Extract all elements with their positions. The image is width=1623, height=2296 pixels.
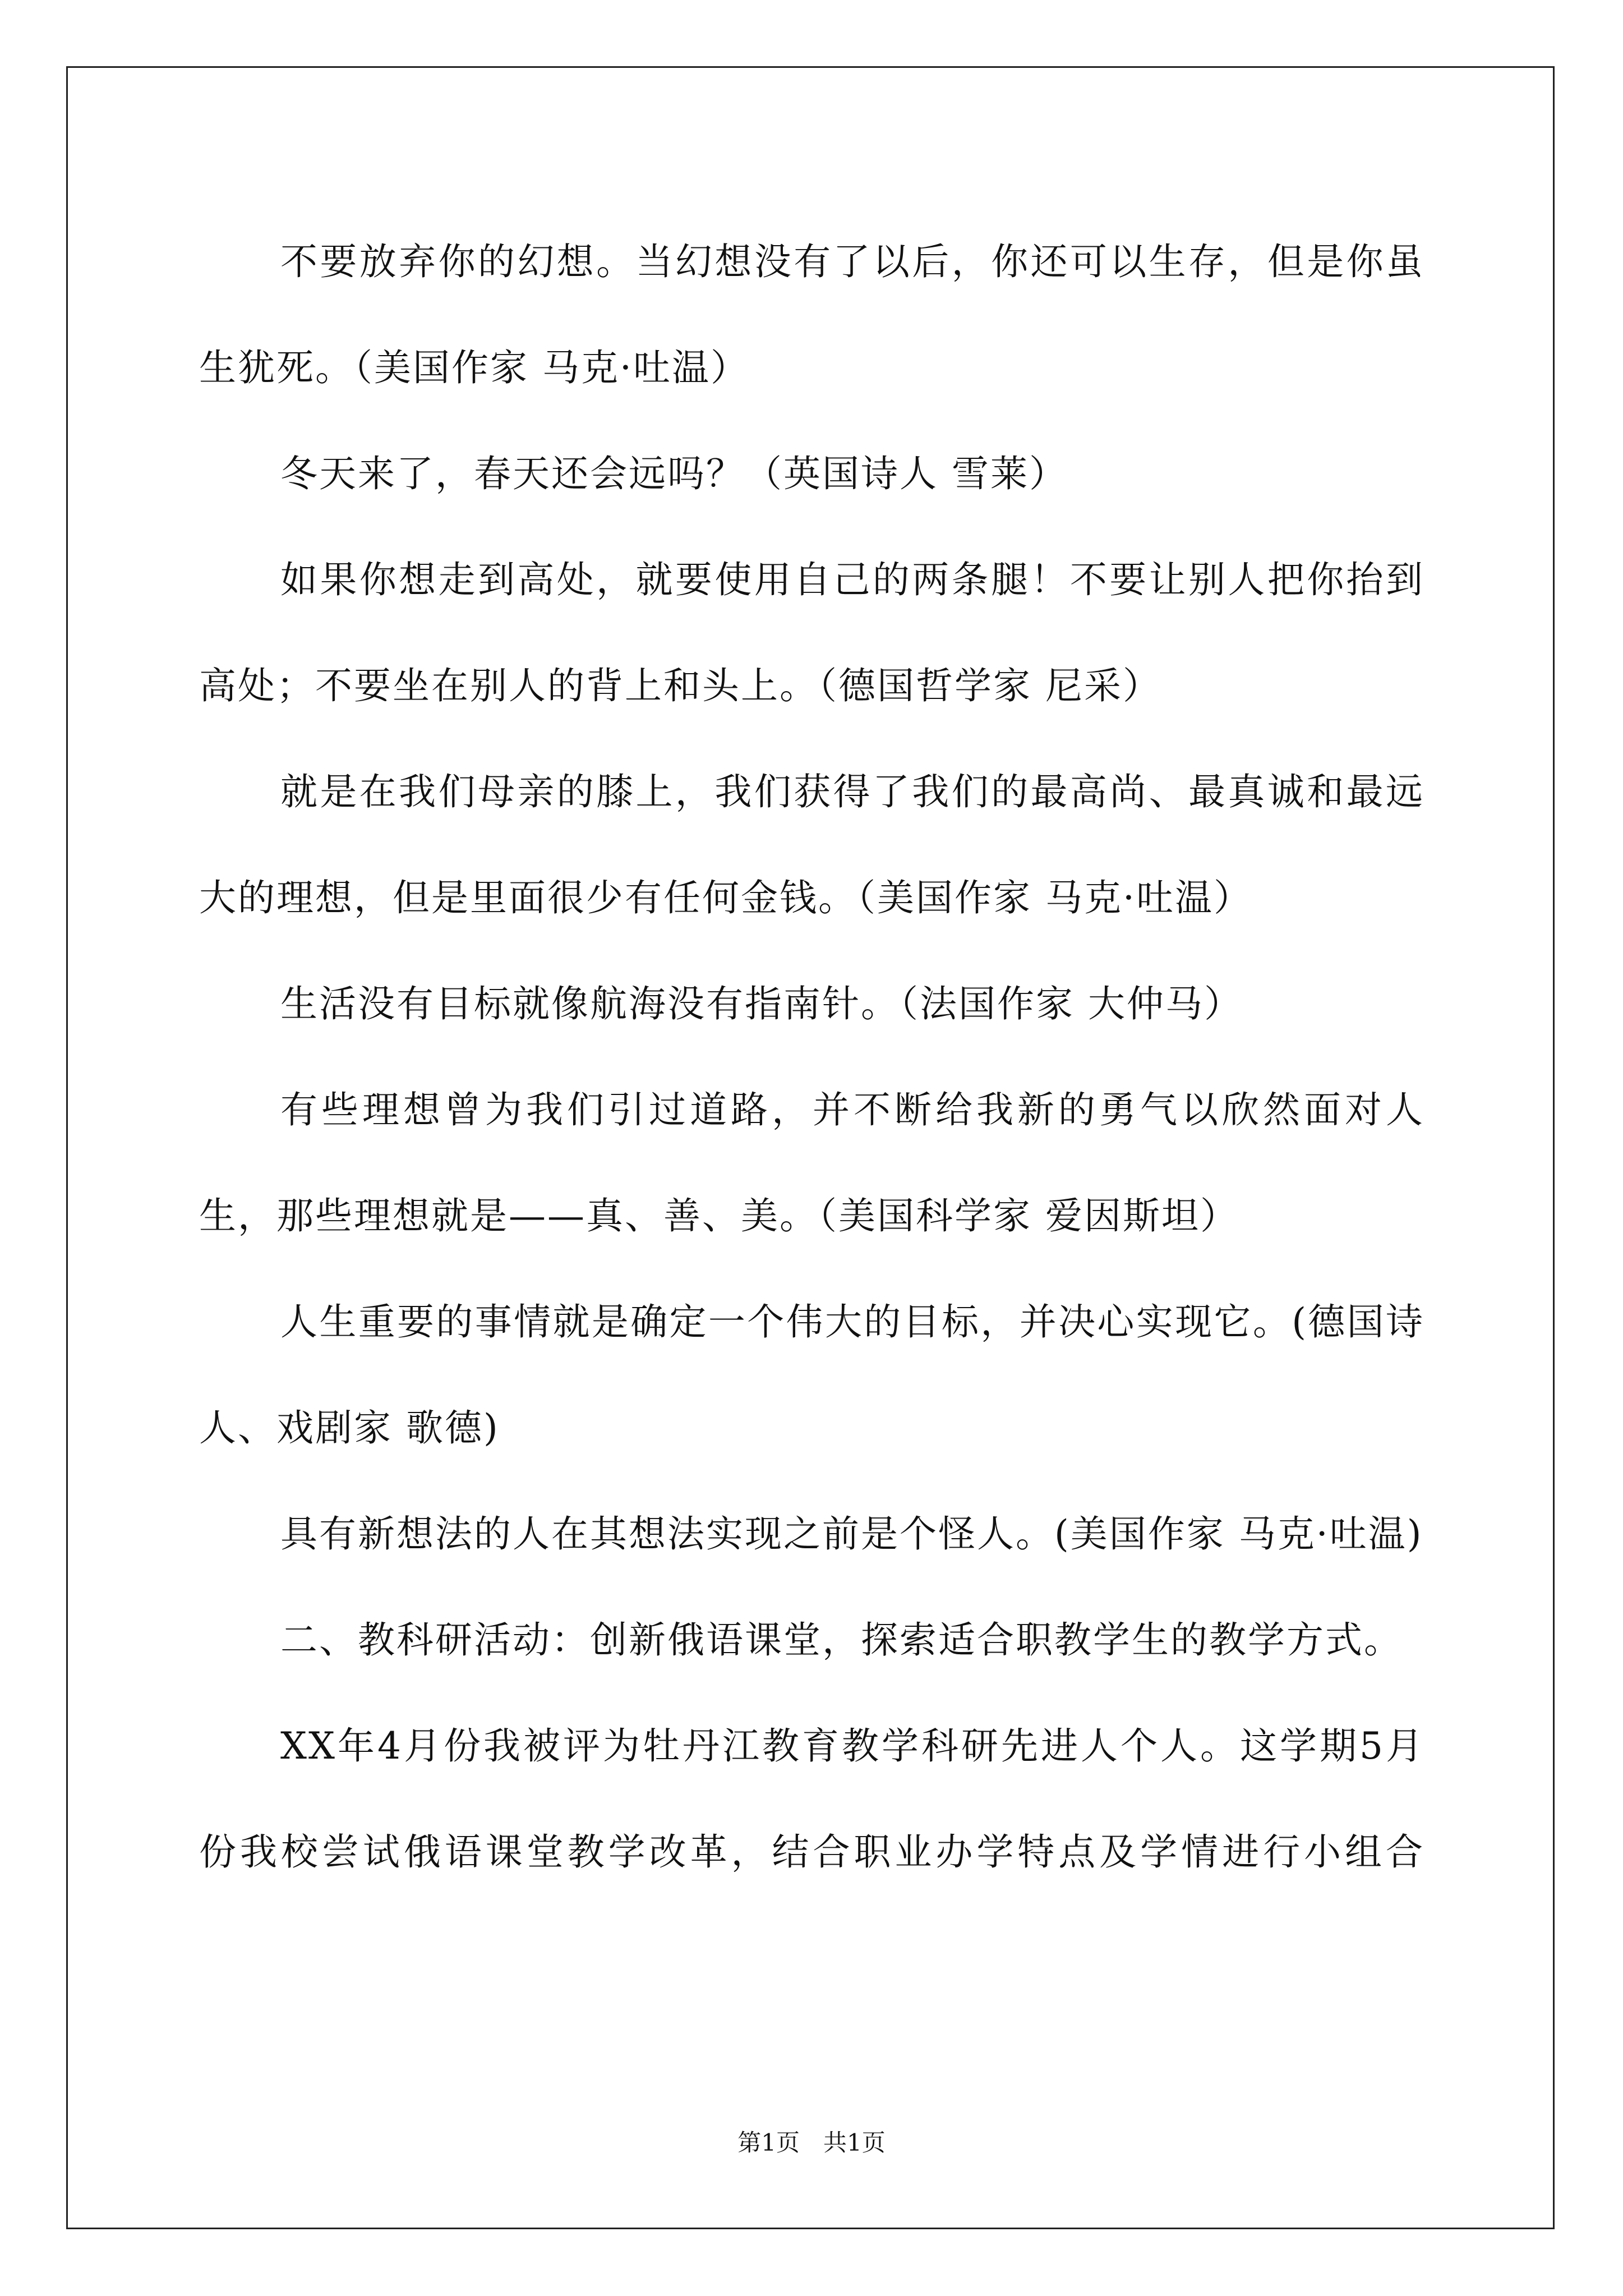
paragraph-quote-einstein: 有些理想曾为我们引过道路，并不断给我新的勇气以欣然面对人生，那些理想就是——真、善、美。（美国科学家 爱因斯坦）: [199, 1088, 1424, 1237]
paragraph-quote-nietzsche: 如果你想走到高处，就要使用自己的两条腿！不要让别人把你抬到高处；不要坐在别人的背上和头上。（德国哲学家 尼采）: [199, 558, 1424, 707]
page-number: 第1页 共1页: [737, 2129, 886, 2156]
paragraph-quote-goethe: 人生重要的事情就是确定一个伟大的目标，并决心实现它。(德国诗人、戏剧家 歌德): [199, 1300, 1424, 1450]
paragraph-quote-dumas: 生活没有目标就像航海没有指南针。（法国作家 大仲马）: [280, 982, 1243, 1025]
paragraph-quote-twain-dream: 不要放弃你的幻想。当幻想没有了以后，你还可以生存，但是你虽生犹死。（美国作家 马克·吐温）: [199, 240, 1424, 389]
paragraph-quote-shelley: 冬天来了，春天还会远吗？（英国诗人 雪莱）: [280, 452, 1068, 495]
paragraph-quote-twain-mother: 就是在我们母亲的膝上，我们获得了我们的最高尚、最真诚和最远大的理想，但是里面很少有任何金钱。（美国作家 马克·吐温）: [199, 770, 1424, 919]
paragraph-research-report: XX年4月份我被评为牡丹江教育教学科研先进人个人。这学期5月份我校尝试俄语课堂教学改革，结合职业办学特点及学情进行小组合: [199, 1724, 1424, 1874]
paragraph-quote-twain-idea: 具有新想法的人在其想法实现之前是个怪人。(美国作家 马克·吐温): [280, 1512, 1423, 1556]
section-heading-research: 二、教科研活动：创新俄语课堂，探索适合职教学生的教学方式。: [280, 1618, 1403, 1662]
document-body: [199, 209, 1424, 1905]
